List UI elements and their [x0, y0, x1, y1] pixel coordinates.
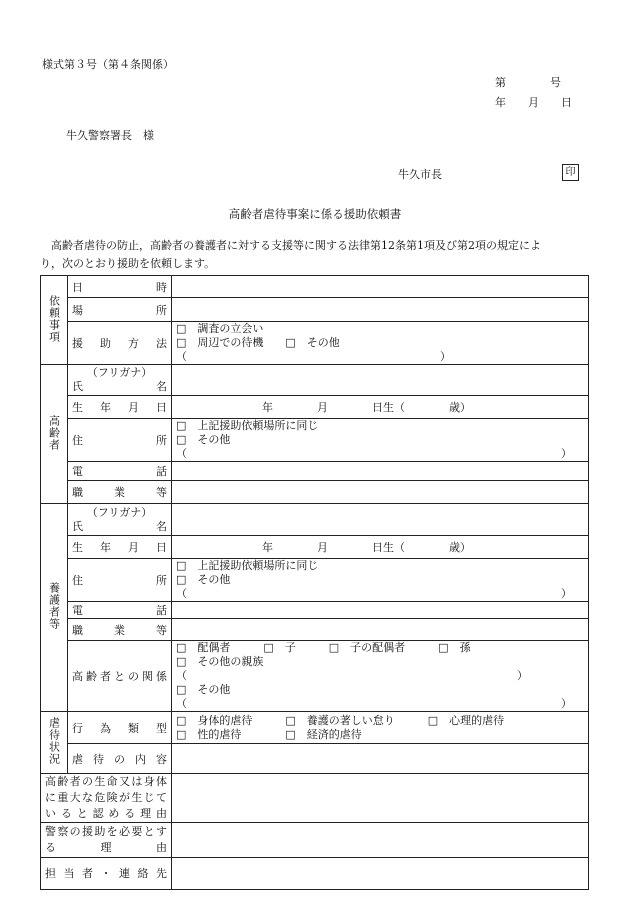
form-number: 様式第３号（第４条関係） — [42, 58, 174, 71]
intro-line-1: 高齢者虐待の防止，高齢者の養護者に対する支援等に関する法律第12条第1項及び第2項の規定によ — [51, 239, 541, 252]
elder-furigana-label: （フリガナ） — [86, 366, 153, 379]
method-option-line-2[interactable]: □ 周辺での待機 □ その他（ ） — [176, 336, 451, 363]
seal-mark: 印 — [562, 164, 579, 181]
abuse-type-option-line-1[interactable]: □ 身体的虐待 □ 養護の著しい怠り □ 心理的虐待 — [176, 713, 505, 727]
method-option-line-1[interactable]: □ 調査の立会い — [176, 322, 264, 335]
relation-option-line-2[interactable]: □ その他の親族（ ） — [176, 655, 528, 682]
document-date: 年 月 日 — [495, 96, 572, 109]
field-elder-address[interactable] — [172, 419, 589, 462]
label-elder-phone: 電 話 — [68, 462, 172, 481]
field-danger-reason[interactable] — [172, 774, 589, 823]
label-elder-address: 住 所 — [68, 419, 172, 462]
field-caregiver-name[interactable] — [172, 504, 589, 536]
caregiver-name-label: 氏 名 — [72, 519, 167, 533]
field-caregiver-phone[interactable] — [172, 602, 589, 619]
elder-address-option-1[interactable]: □ 上記援助依頼場所に同じ — [176, 419, 319, 432]
danger-label-line-2: に重大な危険が生じて — [45, 791, 167, 804]
abuse-type-option-line-2[interactable]: □ 性的虐待 □ 経済的虐待 — [176, 727, 362, 741]
field-abuse-content[interactable] — [172, 744, 589, 774]
request-form-table — [40, 275, 589, 890]
issuer: 牛久市長 — [398, 168, 442, 181]
elder-name-label: 氏 名 — [72, 380, 167, 393]
field-abuse-type[interactable] — [172, 712, 589, 744]
label-caregiver-relation: 高齢者との関係 — [68, 641, 172, 712]
group-elder: 高齢者 — [41, 365, 68, 504]
group-abuse: 虐待状況 — [41, 712, 68, 774]
relation-option-line-3[interactable]: □ その他（ ） — [176, 683, 572, 710]
label-abuse-type: 行為類型 — [68, 712, 172, 744]
label-abuse-content: 虐待の内容 — [68, 744, 172, 774]
document-number: 第 号 — [495, 76, 561, 89]
field-elder-name[interactable] — [172, 365, 589, 396]
label-caregiver-name — [68, 504, 172, 536]
field-elder-dob[interactable] — [172, 396, 589, 419]
label-elder-dob: 生年月日 — [68, 396, 172, 419]
field-elder-phone[interactable] — [172, 462, 589, 481]
police-reason-line-1: 警察の援助を必要とす — [45, 825, 167, 838]
label-place: 場 所 — [68, 298, 172, 322]
elder-dob-value: 年 月 日生（ 歳） — [262, 401, 471, 414]
label-caregiver-phone: 電 話 — [68, 602, 172, 619]
field-place[interactable] — [172, 298, 589, 322]
field-datetime[interactable] — [172, 276, 589, 298]
field-contact[interactable] — [172, 858, 589, 890]
field-caregiver-relation[interactable] — [172, 641, 589, 712]
caregiver-furigana-label: （フリガナ） — [86, 505, 153, 519]
label-method: 援助方法 — [68, 322, 172, 365]
field-caregiver-job[interactable] — [172, 619, 589, 641]
field-elder-job[interactable] — [172, 481, 589, 504]
field-police-reason[interactable] — [172, 823, 589, 858]
field-caregiver-address[interactable] — [172, 559, 589, 602]
label-elder-name — [68, 365, 172, 396]
label-danger-reason — [41, 774, 172, 823]
elder-address-option-2[interactable]: □ その他（ ） — [176, 433, 572, 460]
caregiver-dob-value: 年 月 日生（ 歳） — [262, 541, 471, 554]
label-police-reason — [41, 823, 172, 858]
label-caregiver-address: 住 所 — [68, 559, 172, 602]
danger-label-line-1: 高齢者の生命又は身体 — [45, 775, 167, 788]
group-caregiver: 養護者等 — [41, 504, 68, 712]
addressee: 牛久警察署長 様 — [66, 129, 154, 142]
label-caregiver-job: 職 業 等 — [68, 619, 172, 641]
field-caregiver-dob[interactable] — [172, 536, 589, 559]
document-title: 高齢者虐待事案に係る援助依頼書 — [228, 207, 402, 221]
relation-option-line-1[interactable]: □ 配偶者 □ 子 □ 子の配偶者 □ 孫 — [176, 641, 471, 654]
intro-paragraph — [40, 237, 590, 273]
police-reason-line-2: る 理 由 — [45, 841, 167, 854]
label-datetime: 日 時 — [68, 276, 172, 298]
caregiver-address-option-2[interactable]: □ その他（ ） — [176, 573, 572, 600]
danger-label-line-3: いると認める理由 — [45, 807, 167, 820]
label-elder-job: 職 業 等 — [68, 481, 172, 504]
caregiver-address-option-1[interactable]: □ 上記援助依頼場所に同じ — [176, 559, 319, 572]
group-request: 依頼事項 — [41, 276, 68, 365]
intro-line-2: り，次のとおり援助を依頼します。 — [40, 257, 216, 270]
label-caregiver-dob: 生年月日 — [68, 536, 172, 559]
label-contact: 担当者・連絡先 — [41, 858, 172, 890]
field-method[interactable] — [172, 322, 589, 365]
